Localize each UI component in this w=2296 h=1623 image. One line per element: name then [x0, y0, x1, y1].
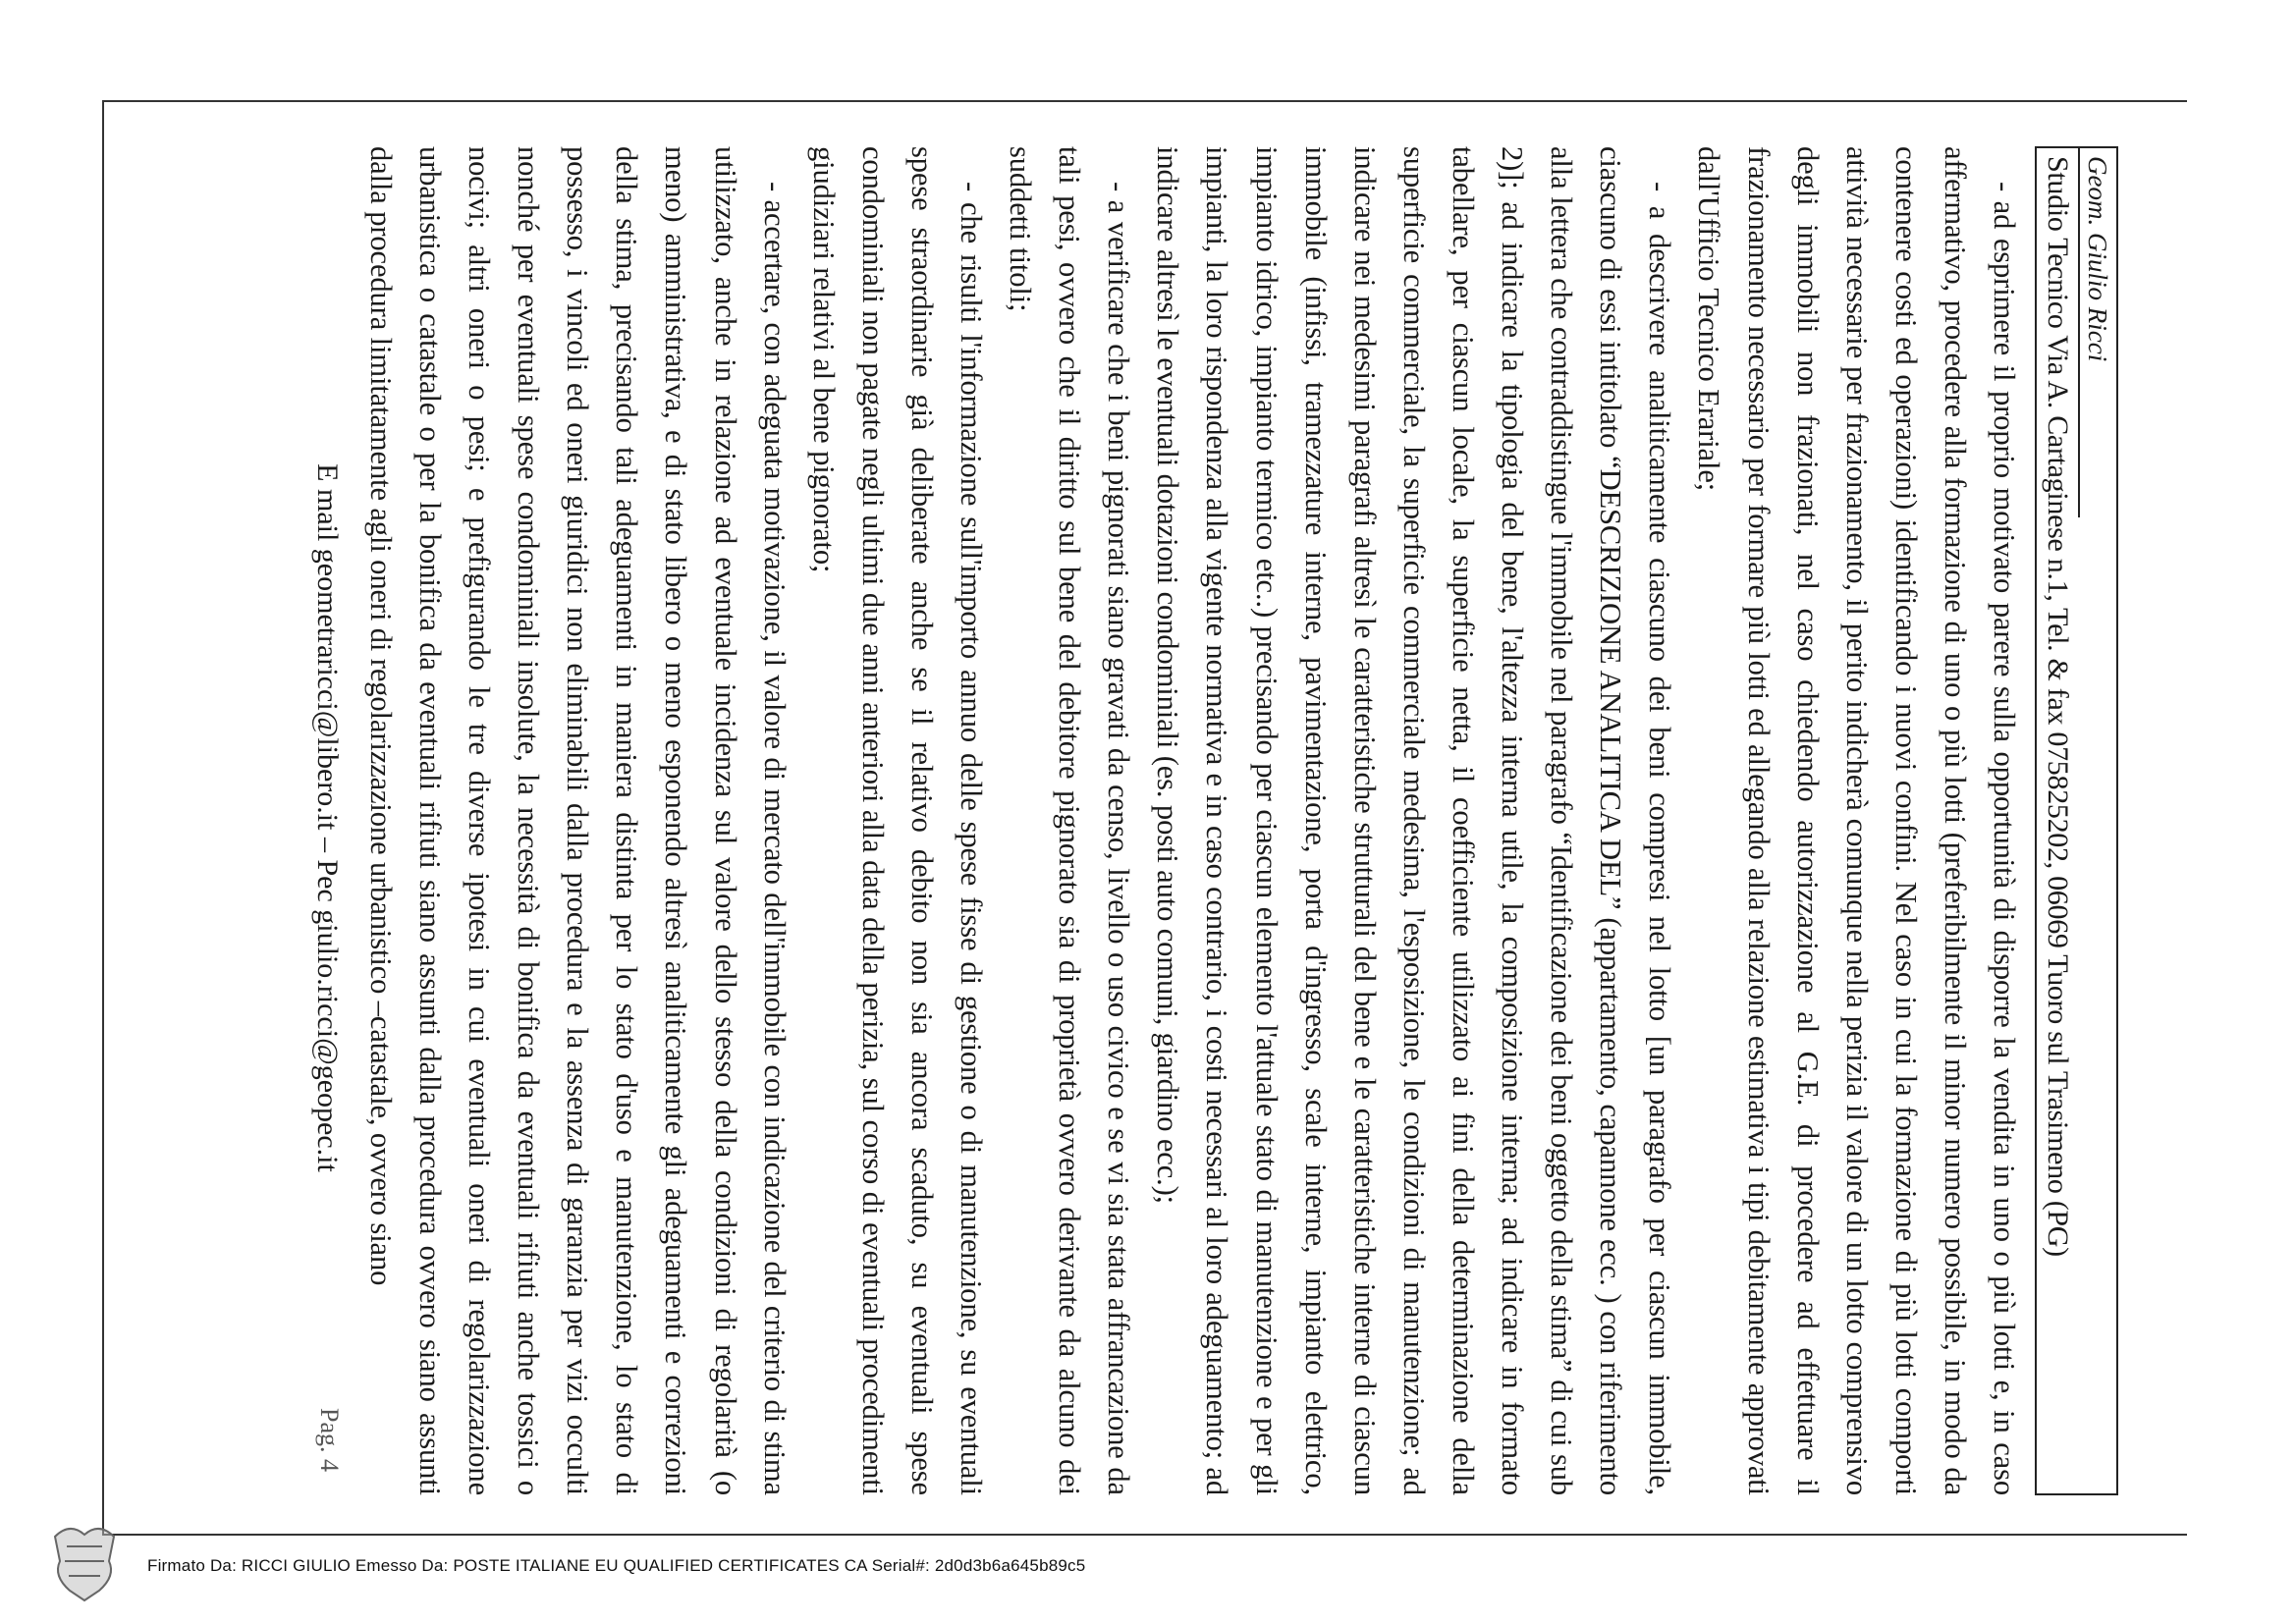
- paragraph-lotti: - ad esprimere il proprio motivato parere sulla opportunità di disporre la vendita in uno o più lotti e, in caso affermativo, procedere alla formazione di uno o più lotti (preferibilmente il minor numero possibile, in modo da contenere costi ed operazioni) identificando i nuovi confini. Nel caso in cui la formazione di più lotti comporti attività necessarie per frazionamento, il perito indicherà comunque nella perizia il valore di un lotto comprensivo degli immobili non frazionati, nel caso chiedendo autorizzazione al G.E. di procedere ad effettuare il frazionamento necessario per formare più lotti ed allegando alla relazione estimativa i tipi debitamente approvati dall'Ufficio Tecnico Erariale;: [1692, 146, 2021, 1495]
- seal-icon: [45, 1517, 124, 1605]
- paragraph-spese: - che risulti l'informazione sull'importo annuo delle spese fisse di gestione o di manutenzione, su eventuali spese straordinarie già deliberate anche se il relativo debito non sia ancora scaduto, su eventuali spese condominiali non pagate negli ultimi due anni anteriori alla data della perizia, sul corso di eventuali procedimenti giudiziari relativi al bene pignorato;: [806, 146, 989, 1495]
- letterhead-name: Geom. Giulio Ricci: [2078, 148, 2116, 517]
- paragraph-valore: - accertare, con adeguata motivazione, il valore di mercato dell'immobile con indicazione del criterio di stima utilizzato, anche in relazione ad eventuale incidenza sul valore dello stesso della condizioni di regolarità (o meno) amministrativa, e di stato libero o meno esponendo altresì analiticamente gli adeguamenti e correzioni della stima, precisando tali adeguamenti in maniera distinta per lo stato d'uso e manutenzione, lo stato di possesso, i vincoli ed oneri giuridici non eliminabili dalla procedura e la assenza di garanzia per vizi occulti nonché per eventuali spese condominiali insolute, la necessità di bonifica da eventuali rifiuti anche tossici o nocivi; altri oneri o pesi; e prefigurando le tre diverse ipotesi in cui eventuali oneri di regolarizzazione urbanistica o catastale o per la bonifica da eventuali rifiuti siano assunti dalla procedura ovvero siano assunti dalla procedura limitatamente agli oneri di regolarizzazione urbanistico –catastale, ovvero siano: [363, 146, 792, 1495]
- paragraph-censo: - a verificare che i beni pignorati siano gravati da censo, livello o uso civico e se vi sia stata affrancazione da tali pesi, ovvero che il diritto sul bene del debitore pignorato sia di proprietà ovvero derivante da alcuno dei suddetti titoli;: [1004, 146, 1136, 1495]
- page-number: Pag. 4: [315, 1408, 344, 1472]
- paragraph-descrizione: - a descrivere analiticamente ciascuno dei beni compresi nel lotto [un paragrafo per ciascun immobile, ciascuno di essi intitolato “DESCRIZIONE ANALITICA DEL” (appartamento, capannone ecc. ) con riferimento alla lettera che contraddistingue l'immobile nel paragrafo “Identificazione dei beni oggetto della stima” di cui sub 2)]; ad indicare la tipologia del bene, l'altezza interna utile, la composizione interna; ad indicare in formato tabellare, per ciascun locale, la superficie netta, il coefficiente utilizzato ai fini della determinazione della superficie commerciale, la superficie commerciale medesima, l'esposizione, le condizioni di manutenzione; ad indicare nei medesimi paragrafi altresì le caratteristiche strutturali del bene e le caratteristiche interne di ciascun immobile (infissi, tramezzature interne, pavimentazione, porta d'ingresso, scale interne, impianto elettrico, impianto idrico, impianto termico etc..) precisando per ciascun elemento l'attuale stato di manutenzione e per gli impianti, la loro rispondenza alla vigente normativa e in caso contrario, i costi necessari al loro adeguamento; ad indicare altresì le eventuali dotazioni condominiali (es. posti auto comuni, giardino ecc.);: [1151, 146, 1677, 1495]
- rotated-page: [142, 101, 2146, 1535]
- body-text: [356, 146, 2029, 1495]
- letterhead: [2035, 146, 2118, 1495]
- page-content: [142, 101, 2146, 1535]
- footer-contact: E mail geometraricci@libero.it – Pec giulio.ricci@geopec.it: [311, 463, 344, 1172]
- digital-signature-line: Firmato Da: RICCI GIULIO Emesso Da: POSTE ITALIANE EU QUALIFIED CERTIFICATES CA Serial#: 2d0d3b6a645b89c5: [147, 1556, 1086, 1575]
- letterhead-studio: Studio Tecnico Via A. Cartaginese n.1, Tel. & fax 075825202, 06069 Tuoro sul Trasimeno (PG): [2042, 156, 2074, 1257]
